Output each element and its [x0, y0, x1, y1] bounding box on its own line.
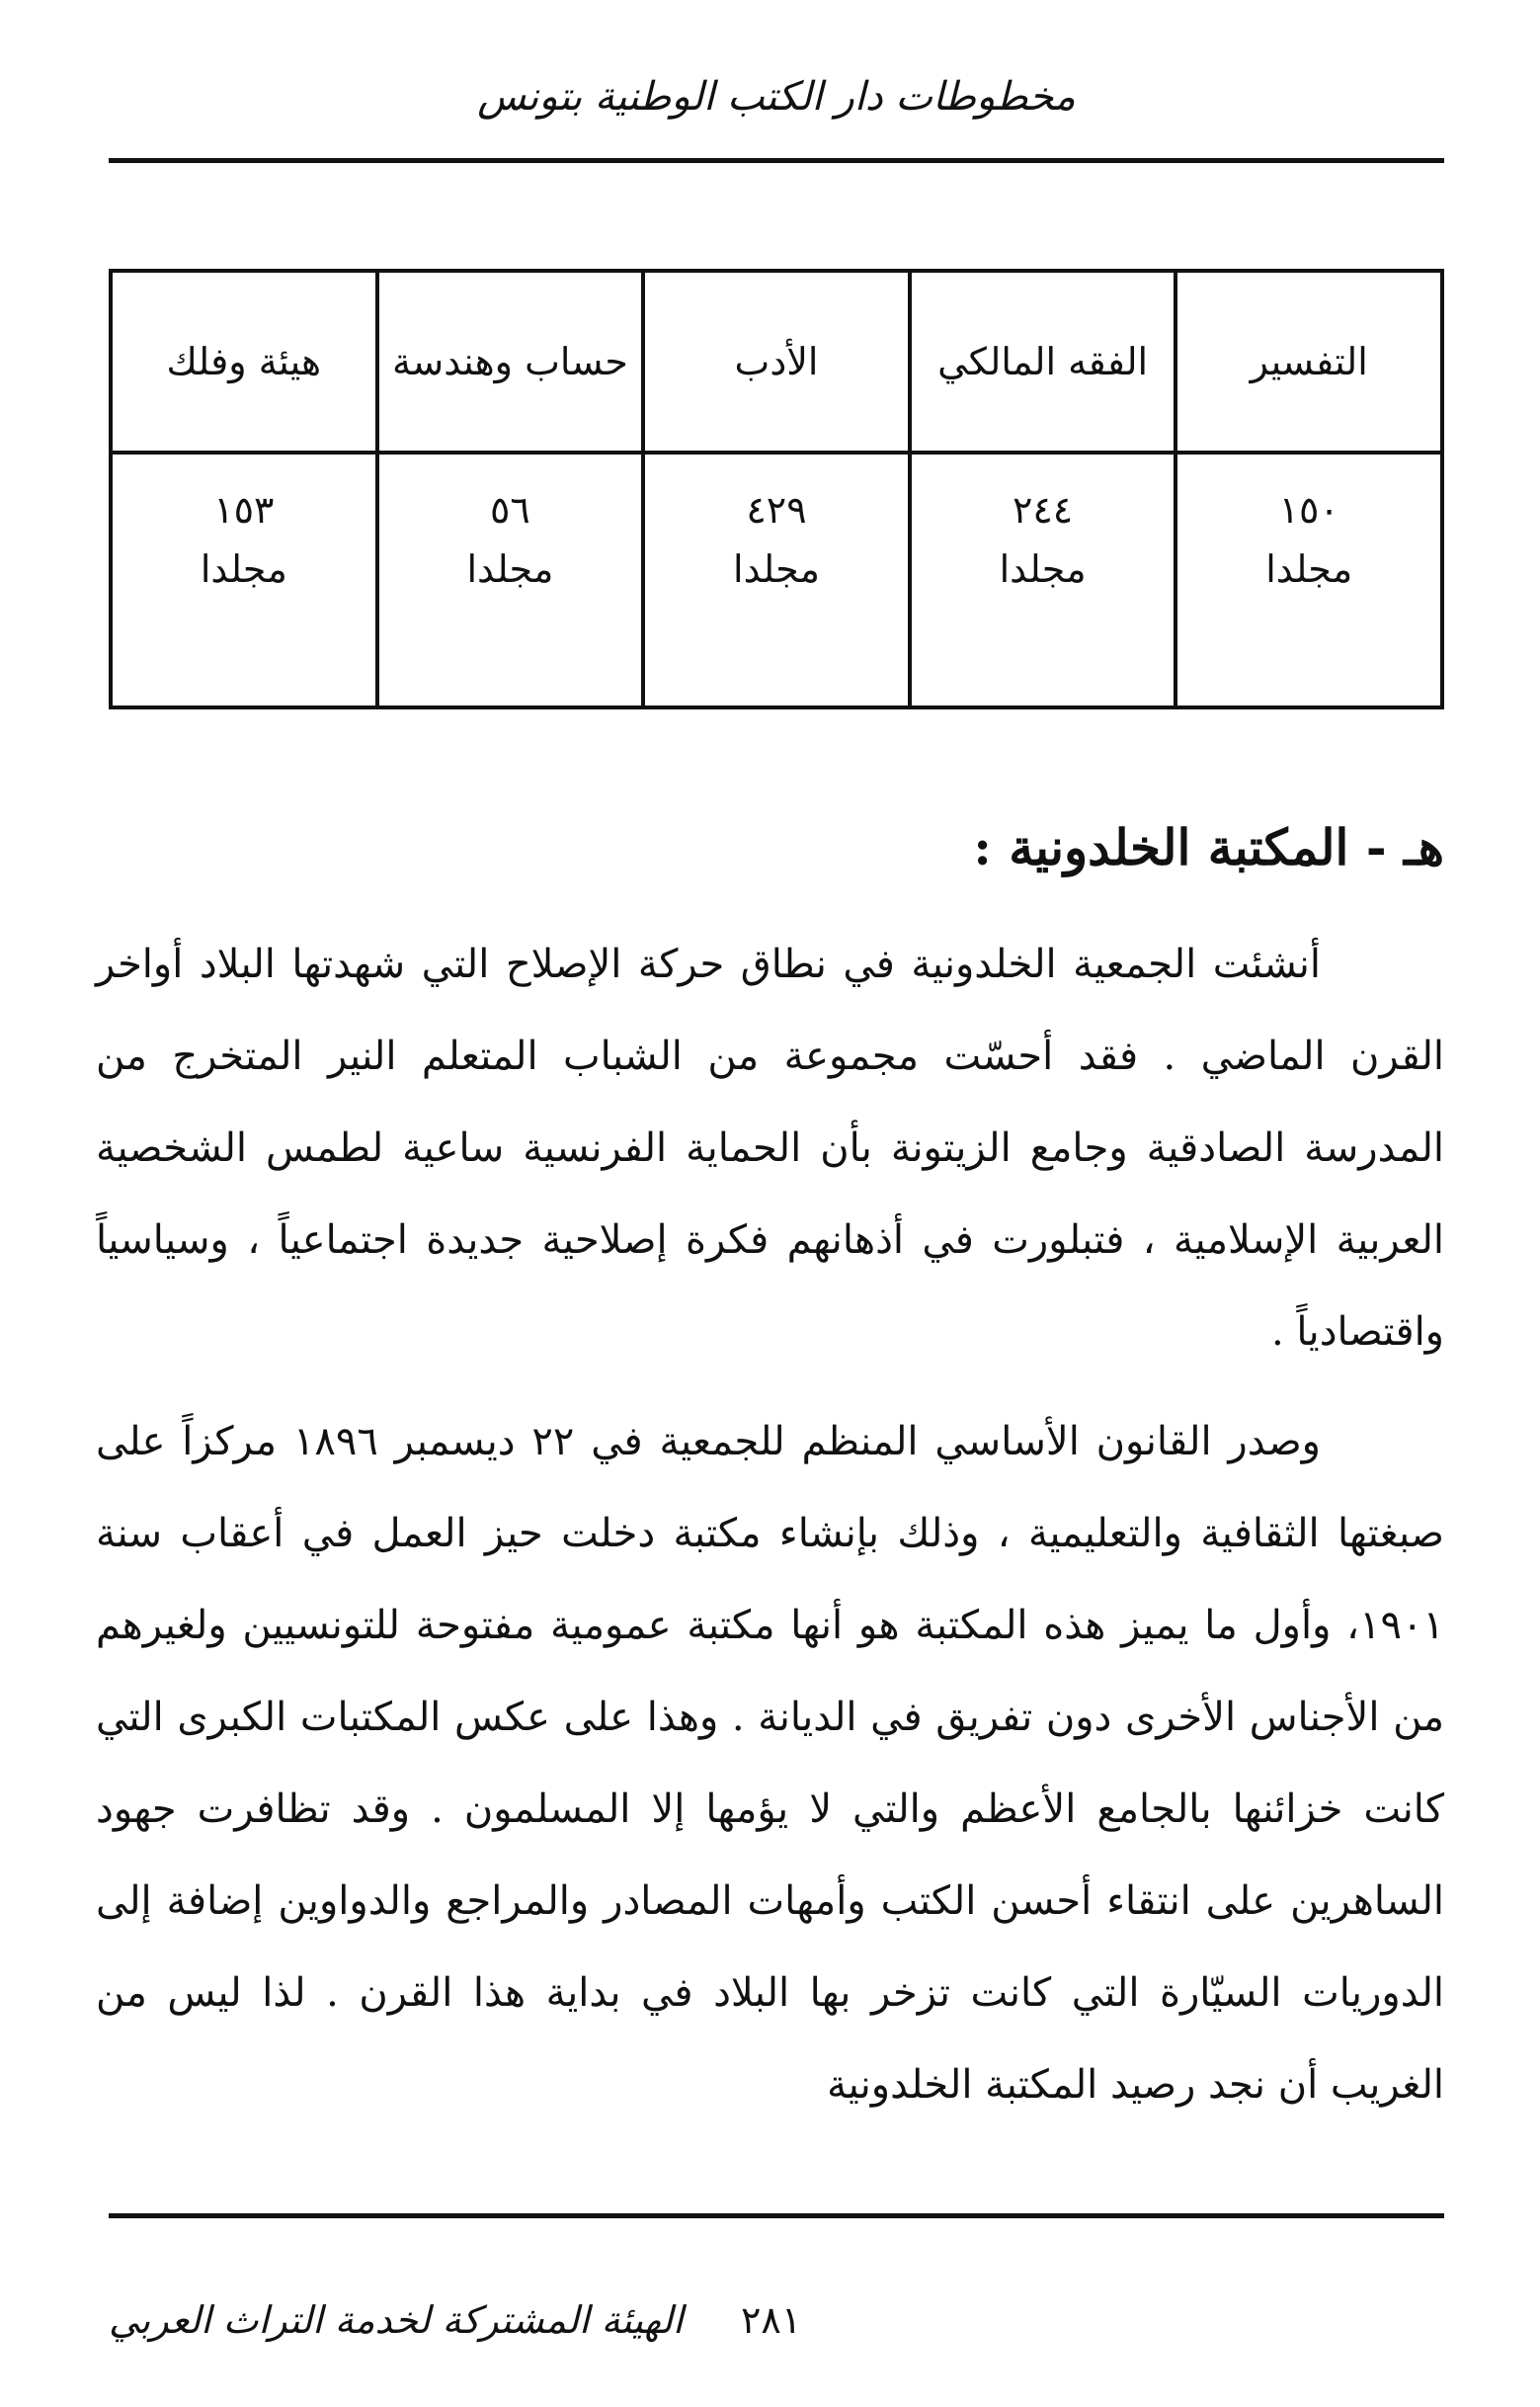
subject-header: حساب وهندسة [377, 271, 644, 453]
volume-count: ٤٢٩ [746, 488, 807, 532]
page-footer [109, 2290, 1444, 2350]
paragraph: أنشئت الجمعية الخلدونية في نطاق حركة الإصلاح التي شهدتها البلاد أواخر القرن الماضي . فقد أحسّت مجموعة من الشباب المتعلم النير المتخرج من المدرسة الصادقية وجامع الزيتونة بأن الحماية الفرنسية ساعية لطمس الشخصية العربية الإسلامية ، فتبلورت في أذهانهم فكرة إصلاحية جديدة اجتماعياً ، وسياسياً واقتصادياً . [96, 942, 1444, 1355]
volume-unit: مجلدا [1265, 547, 1353, 591]
page-number: ٢٨١ [741, 2298, 802, 2342]
volume-unit: مجلدا [999, 547, 1087, 591]
volume-count: ١٥٣ [213, 488, 275, 532]
subject-header: الفقه المالكي [910, 271, 1176, 453]
volume-unit: مجلدا [466, 547, 554, 591]
footer-organization: الهيئة المشتركة لخدمة التراث العربي [109, 2298, 684, 2342]
table-row [111, 453, 1442, 707]
section-heading: هـ - المكتبة الخلدونية : [973, 818, 1444, 876]
volume-count: ٢٤٤ [1012, 488, 1074, 532]
running-header: مخطوطات دار الكتب الوطنية بتونس [477, 74, 1076, 120]
subject-header: الأدب [643, 271, 910, 453]
body-text [96, 919, 1444, 2149]
count-cell [1175, 453, 1442, 707]
count-cell [111, 453, 377, 707]
volume-unit: مجلدا [200, 547, 287, 591]
manuscript-count-table [109, 269, 1444, 709]
paragraph: وصدر القانون الأساسي المنظم للجمعية في ٢٢ ديسمبر ١٨٩٦ مركزاً على صبغتها الثقافية والتعليمية ، وذلك بإنشاء مكتبة دخلت حيز العمل في أعقاب سنة ١٩٠١، وأول ما يميز هذه المكتبة هو أنها مكتبة عمومية مفتوحة للتونسيين ولغيرهم من الأجناس الأخرى دون تفريق في الديانة . وهذا على عكس المكتبات الكبرى التي كانت خزائنها بالجامع الأعظم والتي لا يؤمها إلا المسلمون . وقد تظافرت جهود الساهرين على انتقاء أحسن الكتب وأمهات المصادر والمراجع والدواوين إضافة إلى الدوريات السيّارة التي كانت تزخر بها البلاد في بداية هذا القرن . لذا ليس من الغريب أن نجد رصيد المكتبة الخلدونية [96, 1419, 1444, 2108]
footer-rule [109, 2213, 1444, 2218]
subject-header: هيئة وفلك [111, 271, 377, 453]
header-rule [109, 158, 1444, 163]
volume-unit: مجلدا [733, 547, 820, 591]
count-cell [910, 453, 1176, 707]
count-cell [377, 453, 644, 707]
volume-count: ١٥٠ [1278, 488, 1339, 532]
volume-count: ٥٦ [490, 488, 530, 532]
table-header-row [111, 271, 1442, 453]
subject-header: التفسير [1175, 271, 1442, 453]
count-cell [643, 453, 910, 707]
